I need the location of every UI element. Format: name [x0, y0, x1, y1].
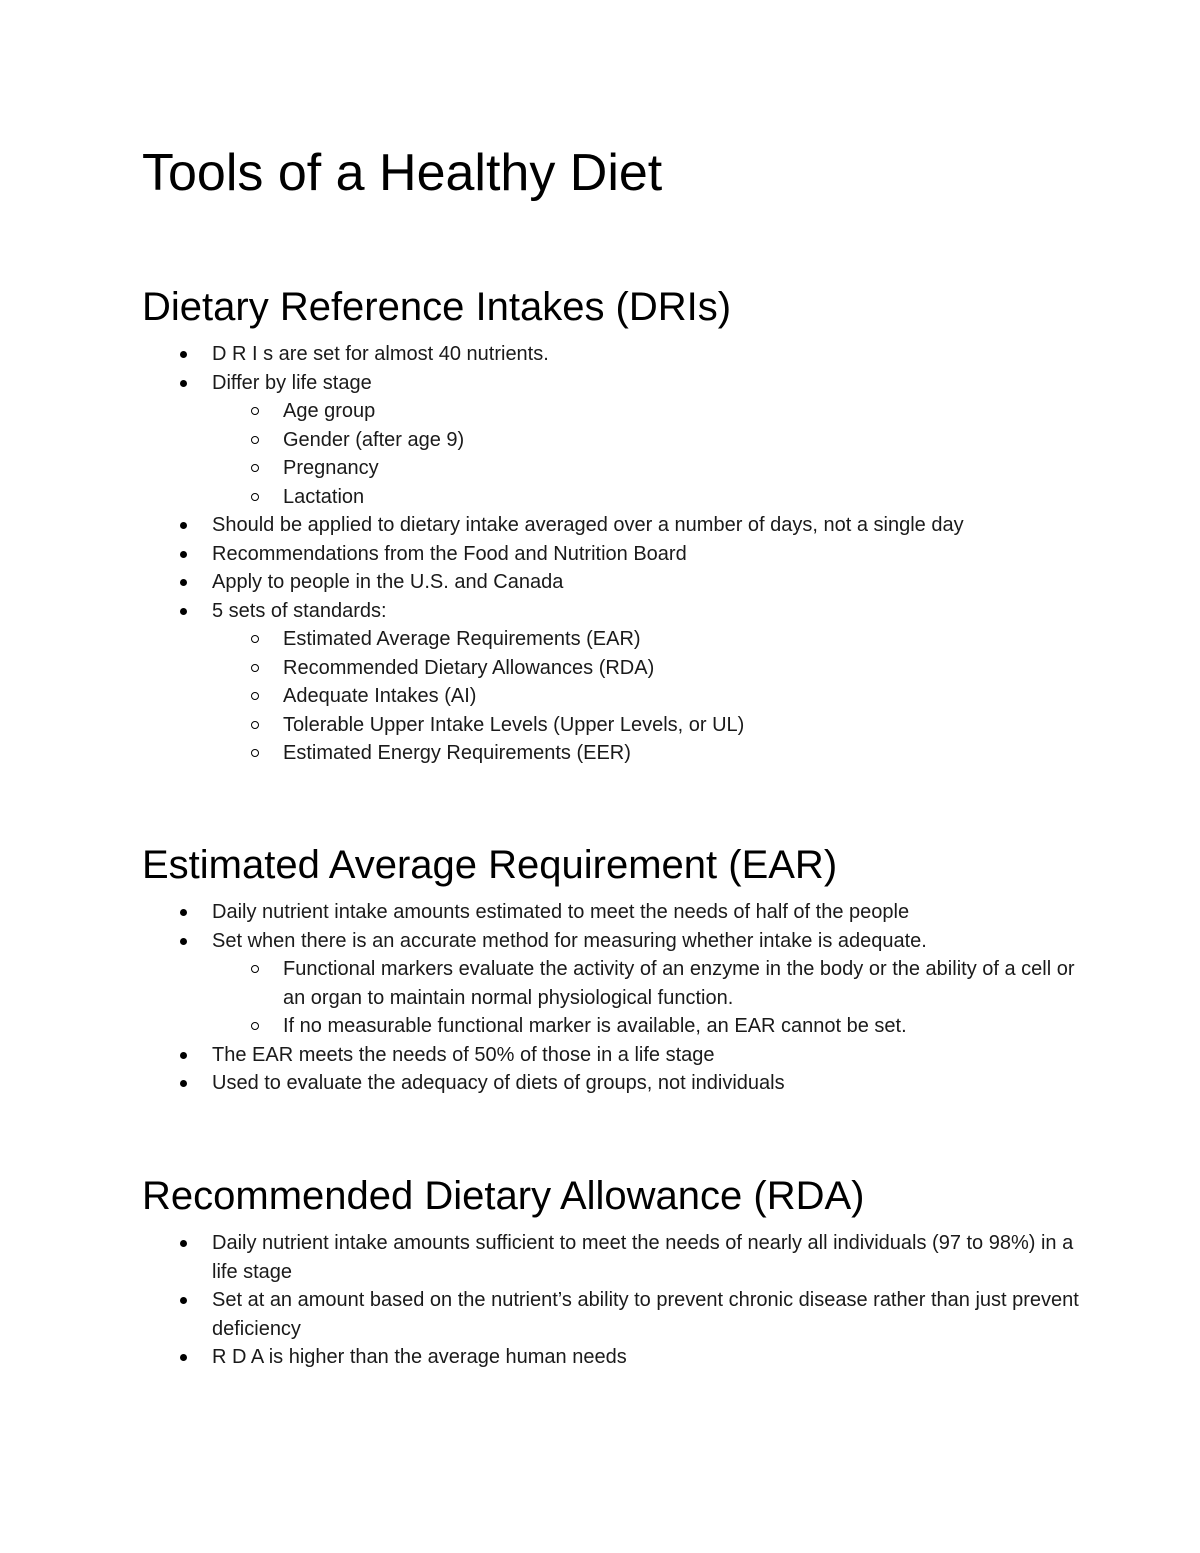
document-title: Tools of a Healthy Diet	[142, 144, 663, 202]
bullet-list	[142, 898, 1082, 1098]
sub-list	[212, 955, 1082, 1041]
list-item: Recommendations from the Food and Nutrition Board	[142, 540, 1082, 569]
section-heading: Recommended Dietary Allowance (RDA)	[142, 1174, 865, 1218]
section-rda	[142, 1172, 1082, 1372]
list-item: Daily nutrient intake amounts sufficient to meet the needs of nearly all individuals (97 to 98%) in a life stage	[142, 1229, 1082, 1286]
list-item: The EAR meets the needs of 50% of those in a life stage	[142, 1041, 1082, 1070]
section-dris	[142, 283, 1082, 768]
sub-list-item: Adequate Intakes (AI)	[142, 682, 1082, 711]
list-item: 5 sets of standards: Estimated Average Requirements (EAR) Recommended Dietary Allowances (RDA) Adequate Intakes (AI) Tolerable Upper Intake Levels (Upper Levels, or UL) Estimated Energy Requirements (EER)	[142, 597, 1082, 768]
sub-list-item: Estimated Energy Requirements (EER)	[142, 739, 1082, 768]
list-item: Should be applied to dietary intake averaged over a number of days, not a single day	[142, 511, 1082, 540]
section-ear	[142, 841, 1082, 1098]
sub-list-item: Pregnancy	[142, 454, 1082, 483]
list-item: Used to evaluate the adequacy of diets of groups, not individuals	[142, 1069, 1082, 1098]
section-heading: Dietary Reference Intakes (DRIs)	[142, 285, 732, 329]
sub-list-item: If no measurable functional marker is available, an EAR cannot be set.	[142, 1012, 1082, 1041]
sub-list-item: Tolerable Upper Intake Levels (Upper Levels, or UL)	[142, 711, 1082, 740]
sub-list-item: Lactation	[142, 483, 1082, 512]
list-item: Daily nutrient intake amounts estimated to meet the needs of half of the people	[142, 898, 1082, 927]
list-item: R D A is higher than the average human needs	[142, 1343, 1082, 1372]
sub-list-item: Gender (after age 9)	[142, 426, 1082, 455]
sub-list-item: Age group	[142, 397, 1082, 426]
sub-list-item: Estimated Average Requirements (EAR)	[142, 625, 1082, 654]
list-item: Set when there is an accurate method for measuring whether intake is adequate. Functional markers evaluate the activity of an enzyme in the body or the ability of a cell or an organ to maintain normal physiological function. If no measurable functional marker is available, an EAR cannot be set.	[142, 927, 1082, 1041]
list-item: D R I s are set for almost 40 nutrients.	[142, 340, 1082, 369]
bullet-list	[142, 340, 1082, 768]
sub-list-item: Recommended Dietary Allowances (RDA)	[142, 654, 1082, 683]
sub-list	[212, 397, 1082, 511]
bullet-list	[142, 1229, 1082, 1372]
sub-list-item: Functional markers evaluate the activity of an enzyme in the body or the ability of a cell or an organ to maintain normal physiological function.	[142, 955, 1082, 1012]
list-item: Set at an amount based on the nutrient’s ability to prevent chronic disease rather than just prevent deficiency	[142, 1286, 1082, 1343]
list-item: Apply to people in the U.S. and Canada	[142, 568, 1082, 597]
section-heading: Estimated Average Requirement (EAR)	[142, 843, 838, 887]
sub-list	[212, 625, 1082, 768]
list-item: Differ by life stage Age group Gender (after age 9) Pregnancy Lactation	[142, 369, 1082, 512]
